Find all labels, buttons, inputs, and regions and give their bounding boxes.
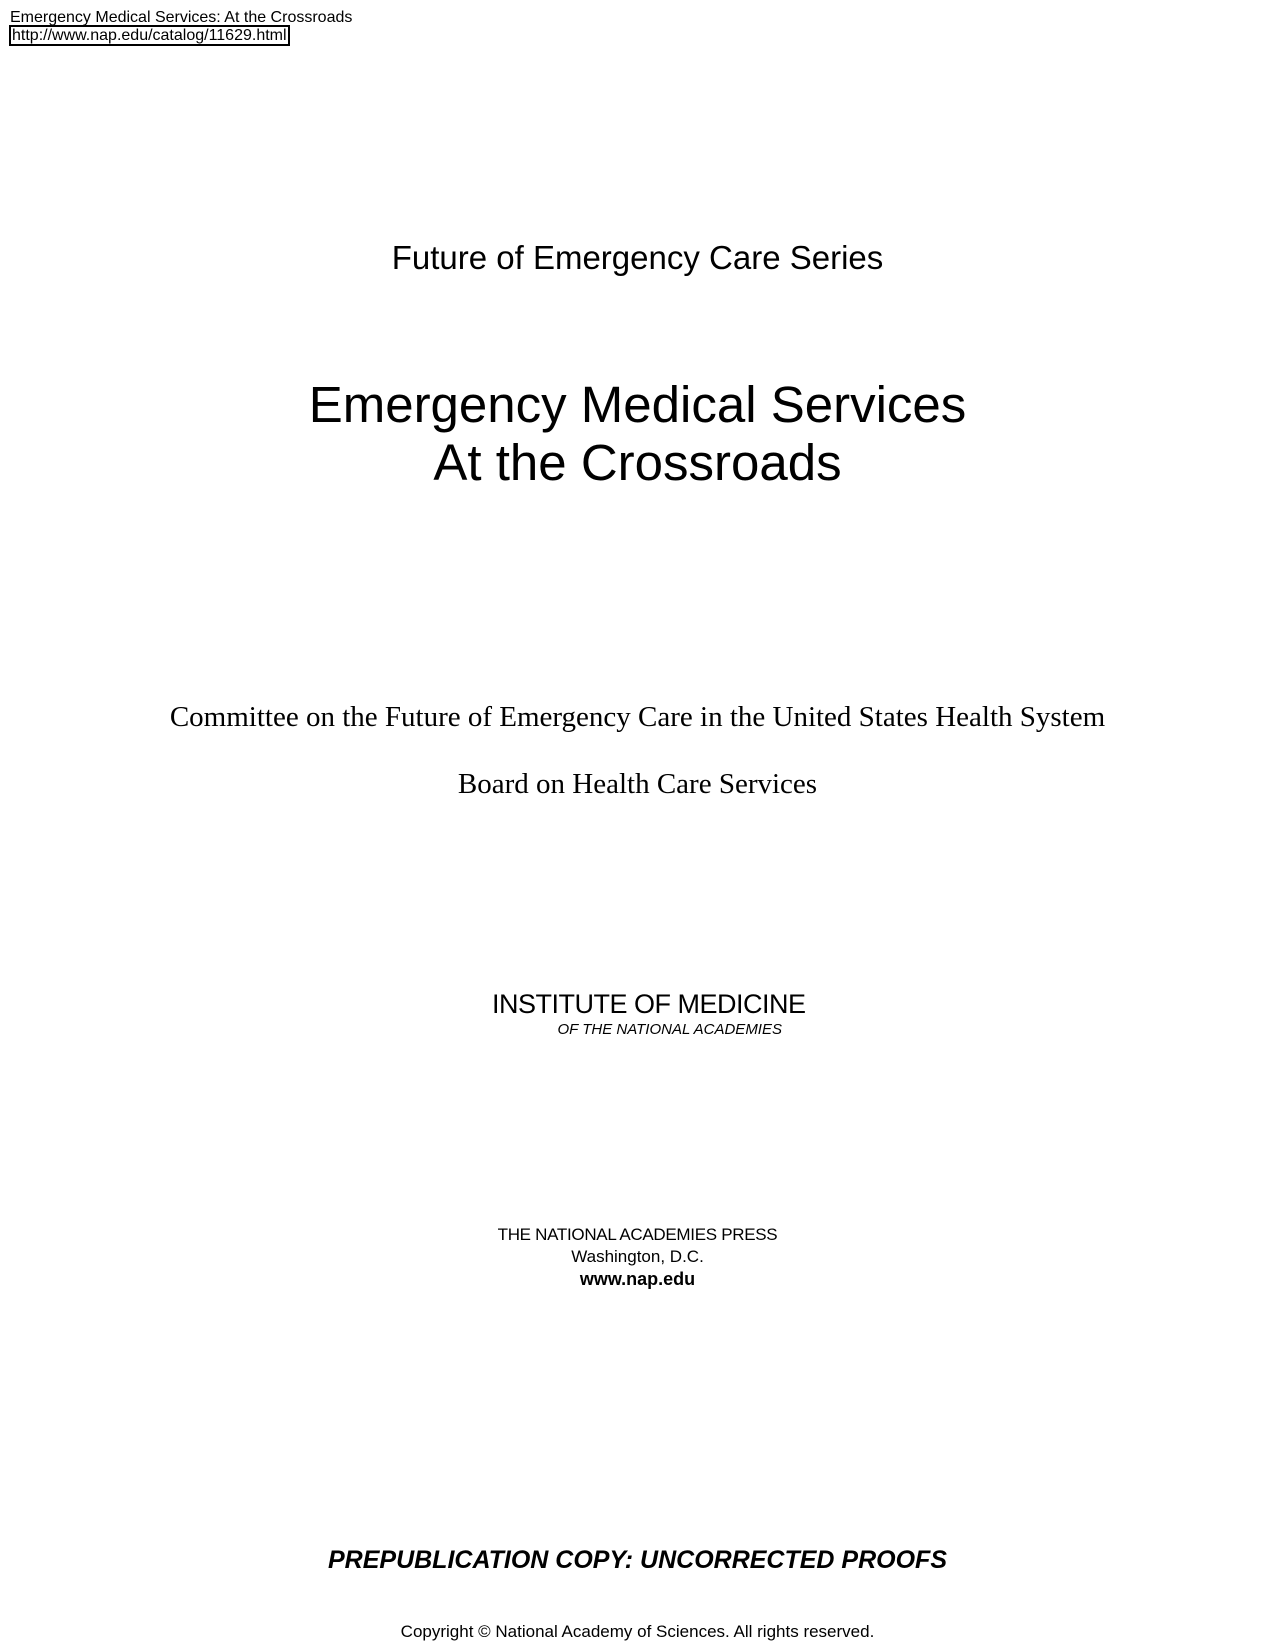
book-title-line-1: Emergency Medical Services [308,376,967,433]
press-name: THE NATIONAL ACADEMIES PRESS [497,1225,778,1244]
board-name: Board on Health Care Services [457,768,818,800]
press-city: Washington, D.C. [571,1247,704,1266]
press-url: www.nap.edu [579,1269,696,1289]
prepublication-notice: PREPUBLICATION COPY: UNCORRECTED PROOFS [327,1546,948,1574]
institute-of-medicine-logo [492,989,806,1039]
book-title [0,376,1275,492]
institute-subtitle: OF THE NATIONAL ACADEMIES [557,1021,782,1038]
press-imprint [0,1224,1275,1291]
copyright-notice: Copyright © National Academy of Sciences. All rights reserved. [400,1622,875,1641]
document-header-title: Emergency Medical Services: At the Crossroads [10,9,353,26]
committee-name: Committee on the Future of Emergency Care in the United States Health System [169,701,1106,733]
catalog-link[interactable]: http://www.nap.edu/catalog/11629.html [9,25,290,46]
series-title: Future of Emergency Care Series [391,239,884,276]
institute-name: INSTITUTE OF MEDICINE [492,989,806,1019]
book-title-line-2: At the Crossroads [433,434,842,491]
